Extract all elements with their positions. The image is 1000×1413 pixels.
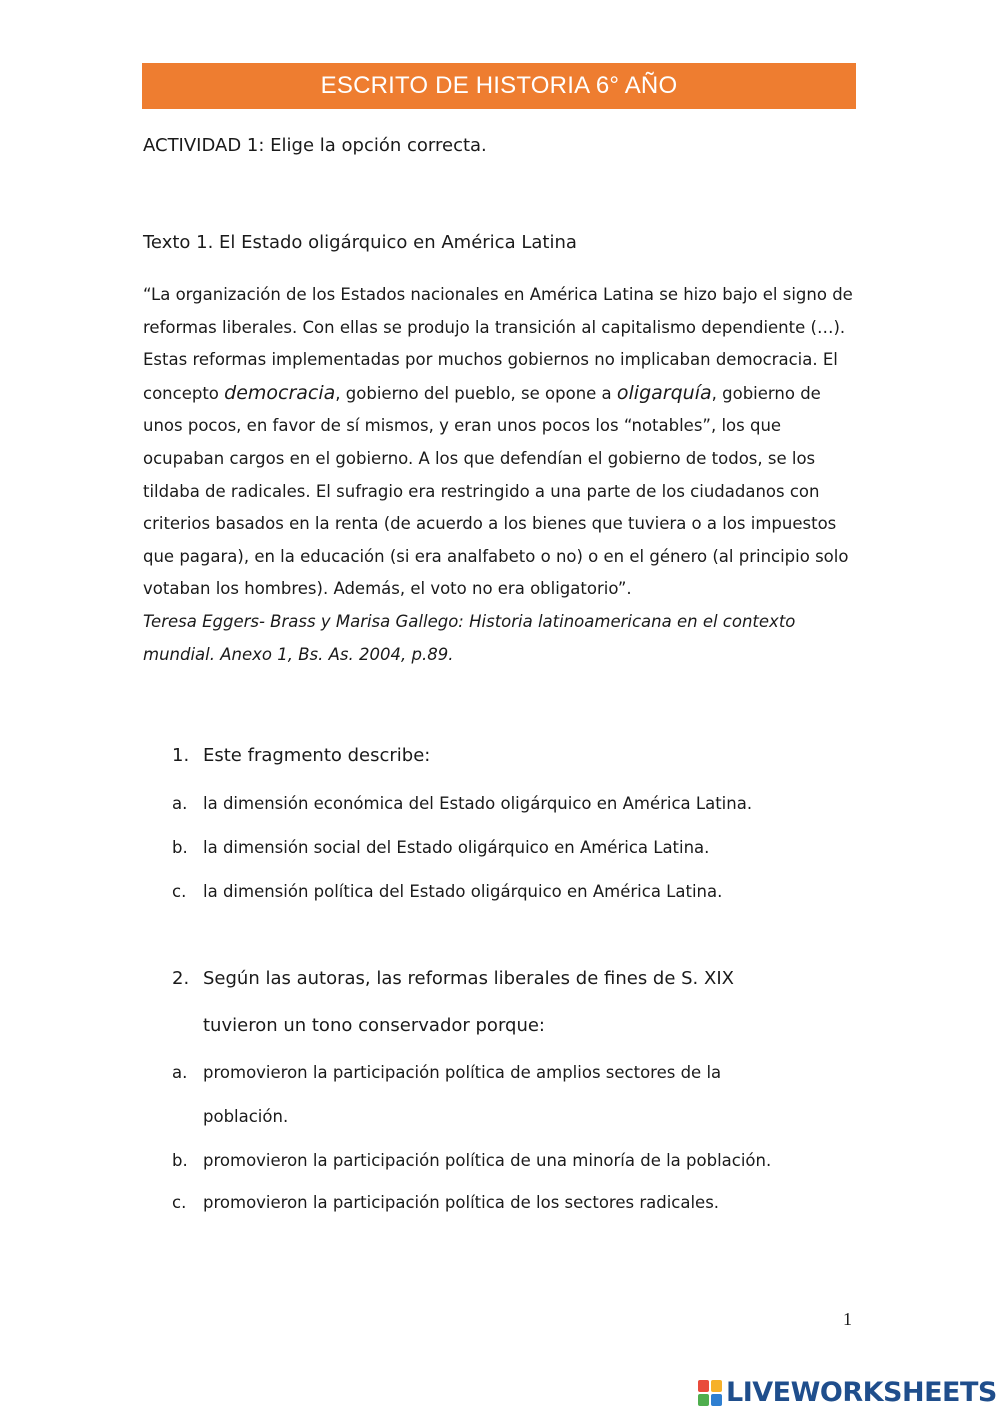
option-letter: a.	[172, 1063, 188, 1082]
worksheet-header	[142, 63, 856, 109]
q1-option-b[interactable]	[172, 838, 709, 857]
q2-option-a[interactable]	[172, 1063, 721, 1082]
option-letter: b.	[172, 1151, 188, 1170]
term-democracia: democracia	[224, 381, 336, 404]
option-letter: a.	[172, 794, 188, 813]
option-letter: b.	[172, 838, 188, 857]
quote-part-1: “La organización de los Estados nacionales en América Latina se hizo bajo el signo de reformas liberales. Con ellas se produjo la transición al capitalismo dependiente (…). Estas reformas implementadas por muchos gobiernos no implicaban democracia. El concepto	[143, 285, 853, 403]
option-text: promovieron la participación política de amplios sectores de la	[203, 1063, 722, 1082]
logo-text: LIVEWORKSHEETS	[726, 1377, 997, 1408]
option-letter: c.	[172, 882, 187, 901]
quote-paragraph	[143, 279, 863, 606]
question-text: Este fragmento describe:	[203, 745, 431, 766]
question-number: 1.	[172, 745, 190, 766]
question-number: 2.	[172, 968, 190, 989]
q1-option-a[interactable]	[172, 794, 752, 813]
liveworksheets-logo	[698, 1377, 997, 1408]
liveworksheets-logo-icon	[698, 1380, 722, 1406]
option-text: la dimensión económica del Estado oligárquico en América Latina.	[203, 794, 753, 813]
worksheet-title: ESCRITO DE HISTORIA 6° AÑO	[320, 72, 678, 99]
question-text: Según las autoras, las reformas liberales de fines de S. XIX	[203, 968, 734, 989]
option-text: la dimensión social del Estado oligárquico en América Latina.	[203, 838, 710, 857]
option-letter: c.	[172, 1193, 187, 1212]
quote-part-3: , gobierno de unos pocos, en favor de sí mismos, y eran unos pocos los “notables”, los que ocupaban cargos en el gobierno. A los que defendían el gobierno de todos, se los tildaba de radicales. El sufragio era restringido a una parte de los ciudadanos con criterios basados en la renta (de acuerdo a los bienes que tuviera o a los impuestos que pagara), en la educación (si era analfabeto o no) o en el género (al principio solo votaban los hombres). Además, el voto no era obligatorio”.	[143, 383, 849, 599]
option-text: la dimensión política del Estado oligárquico en América Latina.	[203, 882, 723, 901]
q2-option-c[interactable]	[172, 1193, 719, 1212]
citation: Teresa Eggers- Brass y Marisa Gallego: Historia latinoamericana en el contexto mundial. Anexo 1, Bs. As. 2004, p.89.	[143, 611, 796, 664]
option-text: promovieron la participación política de una minoría de la población.	[203, 1151, 772, 1170]
quote-block	[143, 279, 863, 671]
q2-option-b[interactable]	[172, 1151, 771, 1170]
question-2-continued: tuvieron un tono conservador porque:	[203, 1015, 545, 1036]
question-2	[172, 968, 734, 989]
q1-option-c[interactable]	[172, 882, 722, 901]
question-1	[172, 745, 430, 766]
term-oligarquia: oligarquía	[616, 381, 712, 404]
text-title: Texto 1. El Estado oligárquico en América Latina	[143, 232, 577, 253]
page-number: 1	[843, 1309, 852, 1329]
activity-instruction: ACTIVIDAD 1: Elige la opción correcta.	[143, 135, 487, 156]
option-text: promovieron la participación política de los sectores radicales.	[203, 1193, 720, 1212]
q2-option-a-continued[interactable]: población.	[203, 1107, 289, 1126]
quote-part-2: , gobierno del pueblo, se opone a	[335, 383, 612, 403]
